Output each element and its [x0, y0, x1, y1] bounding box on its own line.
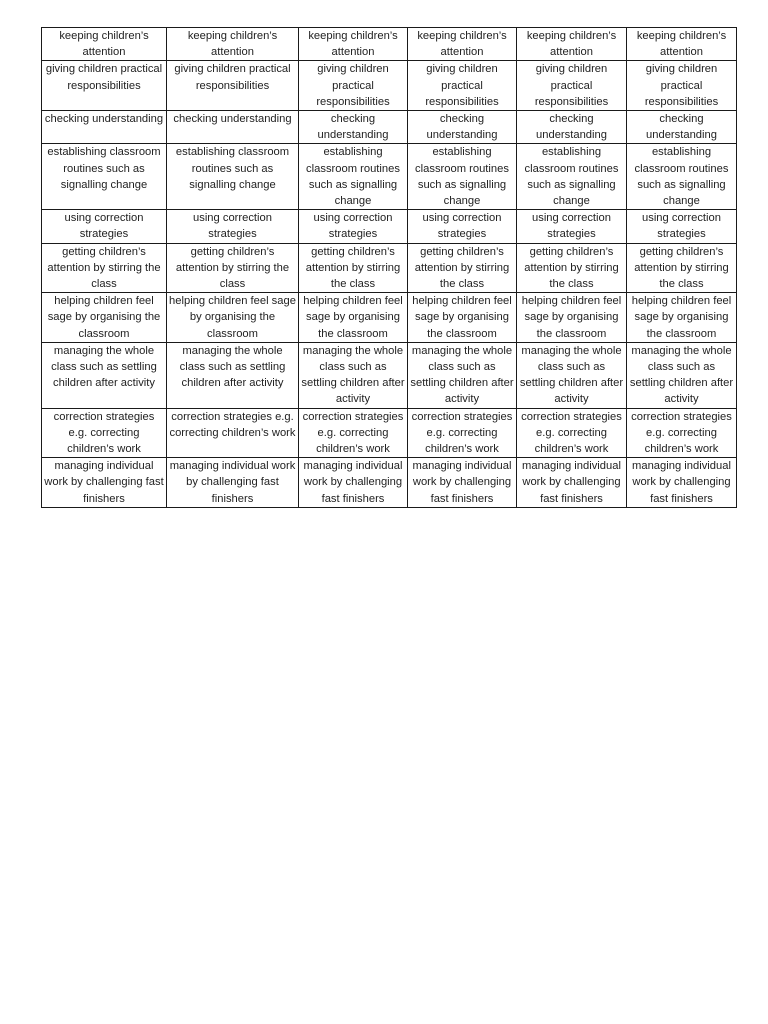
table-row — [42, 342, 737, 408]
table-row — [42, 28, 737, 61]
card-table — [41, 27, 737, 508]
table-cell: checking understanding — [408, 111, 517, 144]
table-cell: managing the whole class such as settling children after activity — [627, 342, 737, 408]
table-row — [42, 243, 737, 293]
table-cell: helping children feel sage by organising the classroom — [627, 293, 737, 343]
table-cell: managing individual work by challenging fast finishers — [408, 458, 517, 508]
table-row — [42, 458, 737, 508]
table-cell: managing individual work by challenging fast finishers — [517, 458, 627, 508]
table-cell: managing individual work by challenging fast finishers — [627, 458, 737, 508]
table-cell: giving children practical responsibilities — [627, 61, 737, 111]
table-cell: establishing classroom routines such as signalling change — [42, 144, 167, 210]
table-cell: correction strategies e.g. correcting children’s work — [627, 408, 737, 458]
table-cell: correction strategies e.g. correcting children’s work — [42, 408, 167, 458]
table-cell: getting children’s attention by stirring the class — [408, 243, 517, 293]
table-cell: managing individual work by challenging fast finishers — [167, 458, 299, 508]
table-row — [42, 408, 737, 458]
table-cell: giving children practical responsibilities — [408, 61, 517, 111]
table-cell: checking understanding — [42, 111, 167, 144]
table-cell: helping children feel sage by organising the classroom — [167, 293, 299, 343]
table-row — [42, 210, 737, 243]
table-cell: using correction strategies — [167, 210, 299, 243]
table-cell: establishing classroom routines such as signalling change — [167, 144, 299, 210]
table-cell: giving children practical responsibilities — [299, 61, 408, 111]
table-cell: keeping children’s attention — [517, 28, 627, 61]
table-cell: keeping children’s attention — [408, 28, 517, 61]
table-cell: helping children feel sage by organising the classroom — [42, 293, 167, 343]
table-cell: checking understanding — [517, 111, 627, 144]
table-cell: giving children practical responsibilities — [517, 61, 627, 111]
table-cell: helping children feel sage by organising the classroom — [299, 293, 408, 343]
table-row — [42, 293, 737, 343]
table-cell: using correction strategies — [42, 210, 167, 243]
table-cell: helping children feel sage by organising the classroom — [408, 293, 517, 343]
table-cell: managing the whole class such as settling children after activity — [517, 342, 627, 408]
table-cell: establishing classroom routines such as signalling change — [517, 144, 627, 210]
table-cell: checking understanding — [299, 111, 408, 144]
table-cell: establishing classroom routines such as signalling change — [299, 144, 408, 210]
table-cell: using correction strategies — [517, 210, 627, 243]
table-cell: giving children practical responsibilities — [42, 61, 167, 111]
table-cell: managing the whole class such as settling children after activity — [167, 342, 299, 408]
table-cell: correction strategies e.g. correcting children’s work — [517, 408, 627, 458]
table-cell: using correction strategies — [299, 210, 408, 243]
table-cell: getting children’s attention by stirring the class — [627, 243, 737, 293]
table-cell: correction strategies e.g. correcting children’s work — [167, 408, 299, 458]
table-cell: checking understanding — [167, 111, 299, 144]
table-cell: keeping children’s attention — [167, 28, 299, 61]
table-row — [42, 144, 737, 210]
table-cell: using correction strategies — [408, 210, 517, 243]
table-cell: correction strategies e.g. correcting children’s work — [408, 408, 517, 458]
table-cell: helping children feel sage by organising the classroom — [517, 293, 627, 343]
table-cell: keeping children’s attention — [299, 28, 408, 61]
table-cell: managing the whole class such as settling children after activity — [299, 342, 408, 408]
table-cell: correction strategies e.g. correcting children’s work — [299, 408, 408, 458]
table-cell: getting children’s attention by stirring the class — [299, 243, 408, 293]
table-cell: getting children’s attention by stirring the class — [42, 243, 167, 293]
table-cell: getting children’s attention by stirring the class — [517, 243, 627, 293]
table-cell: managing individual work by challenging fast finishers — [42, 458, 167, 508]
table-cell: checking understanding — [627, 111, 737, 144]
table-cell: getting children’s attention by stirring the class — [167, 243, 299, 293]
table-cell: using correction strategies — [627, 210, 737, 243]
table-cell: managing individual work by challenging fast finishers — [299, 458, 408, 508]
table-cell: managing the whole class such as settling children after activity — [408, 342, 517, 408]
table-cell: establishing classroom routines such as signalling change — [627, 144, 737, 210]
table-row — [42, 61, 737, 111]
table-cell: managing the whole class such as settling children after activity — [42, 342, 167, 408]
table-cell: establishing classroom routines such as signalling change — [408, 144, 517, 210]
table-cell: keeping children’s attention — [627, 28, 737, 61]
table-row — [42, 111, 737, 144]
table-cell: keeping children’s attention — [42, 28, 167, 61]
table-cell: giving children practical responsibilities — [167, 61, 299, 111]
